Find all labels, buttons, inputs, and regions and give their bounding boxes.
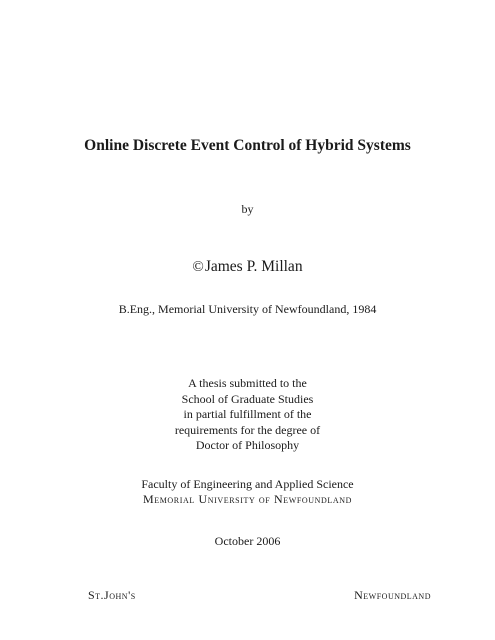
- author-line: [0, 259, 495, 275]
- copyright-symbol: ©: [192, 259, 204, 275]
- thesis-title: Online Discrete Event Control of Hybrid Systems: [84, 137, 411, 154]
- by-label: by: [241, 202, 254, 216]
- thesis-statement: [0, 376, 495, 454]
- thesis-statement-line: School of Graduate Studies: [181, 391, 314, 406]
- submission-date: October 2006: [214, 534, 281, 548]
- university-name: Memorial University of Newfoundland: [142, 492, 353, 506]
- thesis-statement-line: requirements for the degree of: [174, 422, 321, 437]
- footer-province: Newfoundland: [354, 588, 431, 602]
- prior-degree: B.Eng., Memorial University of Newfoundland, 1984: [118, 302, 377, 316]
- thesis-statement-line: Doctor of Philosophy: [195, 438, 300, 453]
- thesis-statement-line: in partial fulfillment of the: [183, 407, 312, 422]
- thesis-statement-line: A thesis submitted to the: [188, 376, 307, 390]
- author-name: James P. Millan: [204, 258, 303, 275]
- faculty-name: Faculty of Engineering and Applied Science: [141, 477, 354, 491]
- footer-city: St.John's: [88, 588, 136, 602]
